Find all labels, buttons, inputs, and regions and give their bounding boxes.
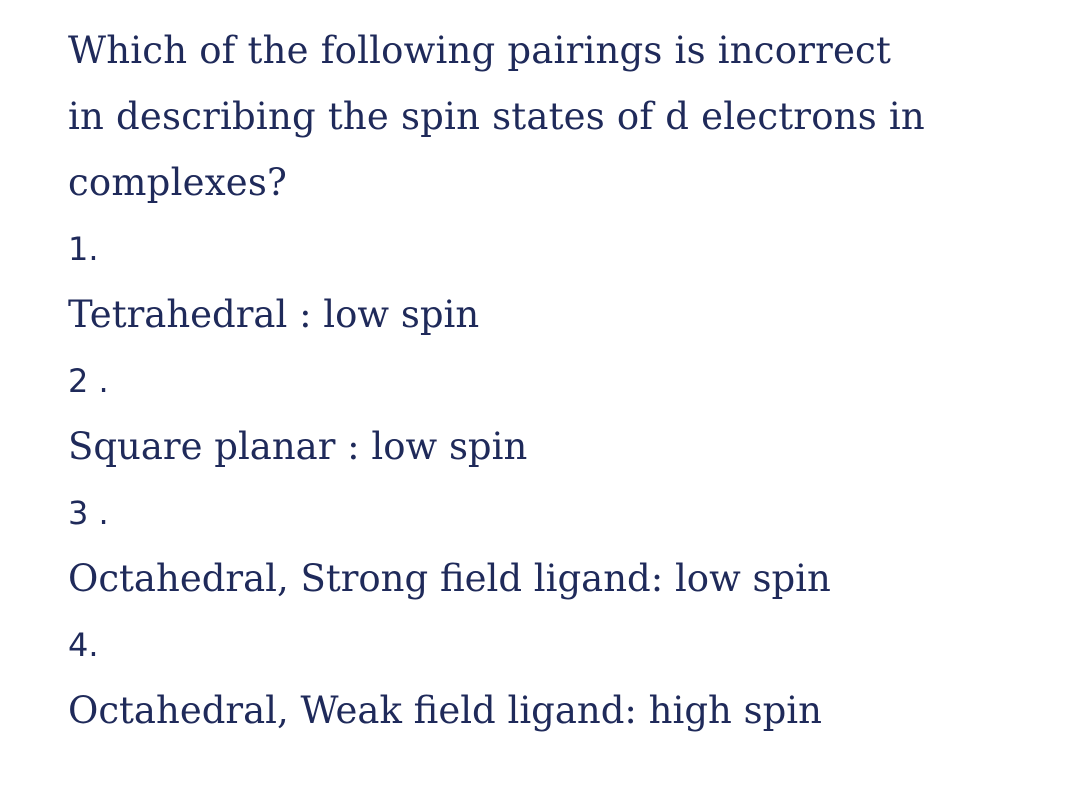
option-1-text: Tetrahedral : low spin (68, 293, 480, 336)
option-2-text: Square planar : low spin (68, 425, 528, 468)
options-list (68, 216, 1048, 744)
question-container (68, 18, 1048, 744)
option-4-number: 4. (68, 626, 99, 664)
question-line-1: Which of the following pairings is incorrect (68, 29, 892, 72)
question-text (68, 18, 1048, 216)
option-3[interactable] (68, 480, 1048, 612)
option-2-number: 2 . (68, 362, 109, 400)
option-4-text: Octahedral, Weak field ligand: high spin (68, 689, 822, 732)
option-3-number: 3 . (68, 494, 109, 532)
option-1[interactable] (68, 216, 1048, 348)
option-3-text: Octahedral, Strong field ligand: low spin (68, 557, 831, 600)
question-line-2: in describing the spin states of d electrons in (68, 95, 925, 138)
option-2[interactable] (68, 348, 1048, 480)
question-line-3: complexes? (68, 161, 288, 204)
option-4[interactable] (68, 612, 1048, 744)
option-1-number: 1. (68, 230, 99, 268)
